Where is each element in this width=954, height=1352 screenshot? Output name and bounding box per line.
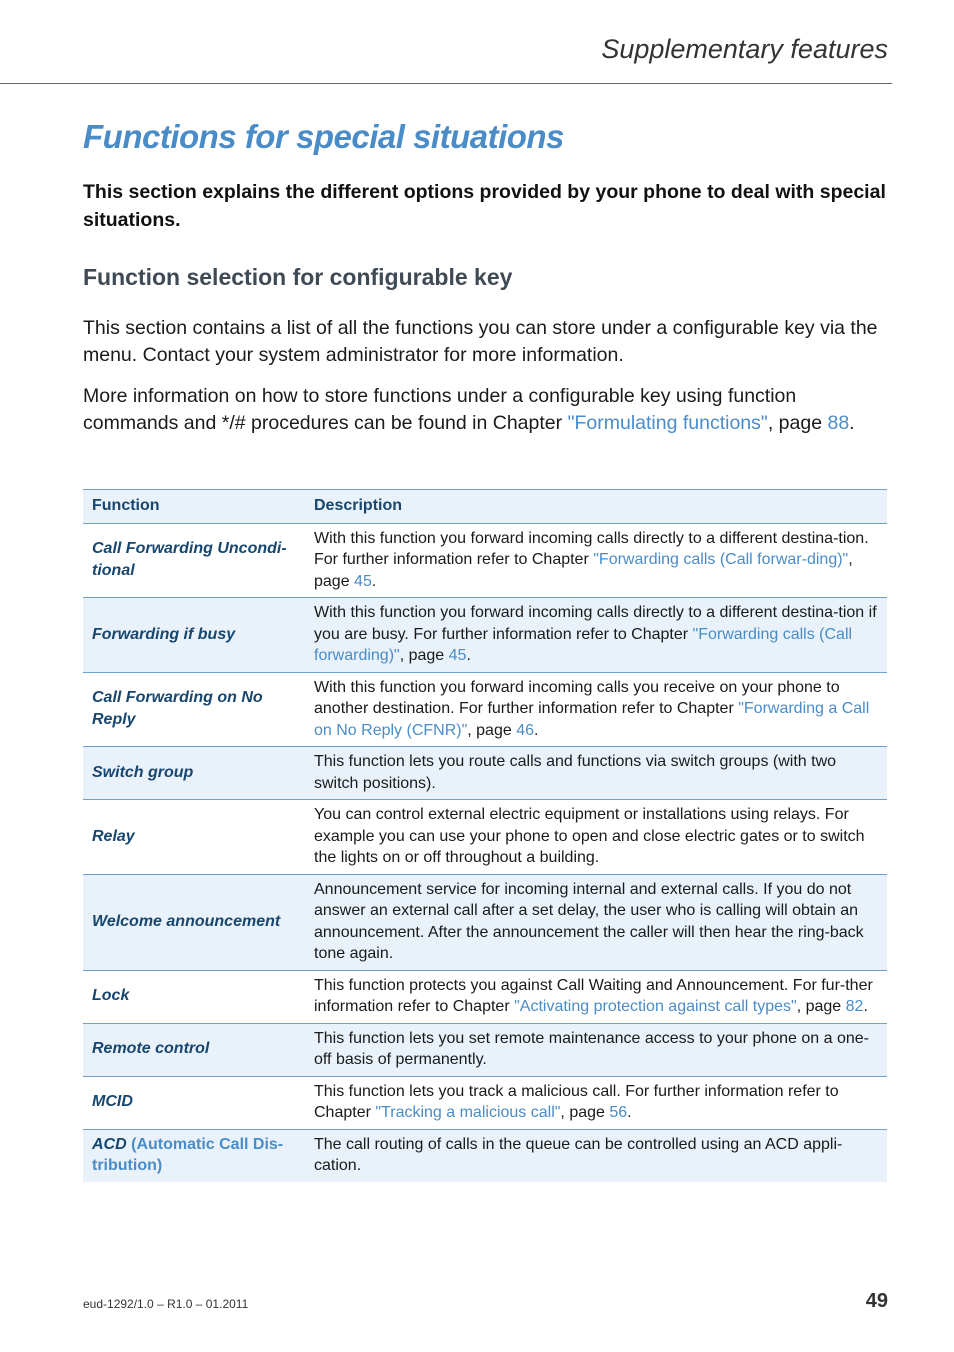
function-description [305,672,887,747]
description-text: . [534,721,539,739]
function-table [83,489,887,1182]
function-description: This function lets you route calls and functions via switch groups (with two switch positions). [305,747,887,800]
chapter-link[interactable]: "Forwarding a Call on No Reply (CFNR)" [314,700,870,739]
description-column-header: Description [305,490,887,524]
function-column-header: Function [83,490,305,524]
page-number: 49 [865,1290,888,1312]
page-link[interactable]: 46 [516,721,534,739]
description-text: , page [314,551,853,590]
function-description [305,523,887,598]
intro-text: This section explains the different options provided by your phone to deal with special situations. [83,181,886,231]
function-name: Forwarding if busy [83,598,305,673]
page-link[interactable]: 88 [827,412,850,434]
function-abbreviation: ACD [92,1135,127,1153]
description-text: This function protects you against Call Waiting and Announcement. For fur-ther information refer to Chapter [314,976,873,1015]
description-text: . [863,998,868,1015]
section-heading: Function selection for configurable key [83,264,513,290]
paragraph-text: More information on how to store functions under a configurable key using function commands and */# procedures can be found in Chapter [83,385,797,434]
table-row [83,598,887,673]
table-row [83,874,887,970]
section-paragraph-2 [83,383,893,437]
function-description: You can control external electric equipment or installations using relays. For example you can use your phone to open and close electric gates or to switch the lights on or off throughout a building. [305,800,887,875]
function-description [305,970,887,1023]
function-name: Relay [83,800,305,875]
page-link[interactable]: 56 [609,1104,628,1121]
function-name: Call Forwarding on No Reply [83,672,305,747]
paragraph-text: . [849,412,855,434]
function-name: Call Forwarding Uncondi-tional [83,523,305,598]
description-text: , page [796,998,846,1015]
page-title: Functions for special situations [83,118,564,155]
description-text: , page [399,647,449,664]
header-divider [0,83,892,84]
table-row [83,970,887,1023]
function-description [305,598,887,673]
description-text: . [466,647,471,664]
description-text: With this function you forward incoming calls you receive on your phone to another destination. For further information refer to Chapter [314,678,840,717]
description-text: This function lets you track a malicious call. For further information refer to Chapter [314,1082,839,1121]
function-name: Remote control [83,1023,305,1076]
function-name: Lock [83,970,305,1023]
page-link[interactable]: 82 [845,998,864,1015]
table-row [83,1023,887,1076]
table-row [83,800,887,875]
description-text: . [627,1104,632,1121]
table-row [83,523,887,598]
chapter-link[interactable]: "Formulating functions" [567,412,768,434]
chapter-link[interactable]: "Forwarding calls (Call forwarding)" [314,625,853,664]
table-row [83,1076,887,1129]
function-description: Announcement service for incoming internal and external calls. If you do not answer an external call after a set delay, the user who is calling will obtain an announcement. After the announcement the caller will then hear the ring-back tone again. [305,874,887,970]
function-name: Switch group [83,747,305,800]
function-description: This function lets you set remote maintenance access to your phone on a one-off basis of permanently. [305,1023,887,1076]
function-name [83,1129,305,1182]
function-description: The call routing of calls in the queue can be controlled using an ACD appli-cation. [305,1129,887,1182]
function-description [305,1076,887,1129]
header-section-title: Supplementary features [601,34,888,64]
description-text: With this function you forward incoming calls directly to a different destina-tion. For further information refer to Chapter [314,529,869,568]
page-link[interactable]: 45 [354,572,372,590]
function-name: Welcome announcement [83,874,305,970]
description-text: , page [560,1104,610,1121]
chapter-link[interactable]: "Tracking a malicious call" [375,1104,561,1121]
table-row [83,747,887,800]
paragraph-text: , page [767,412,828,434]
function-name: MCID [83,1076,305,1129]
page-link[interactable]: 45 [448,647,467,664]
function-expansion-link[interactable]: (Automatic Call Dis-tribution) [92,1135,284,1174]
description-text: , page [467,721,517,739]
description-text: . [371,572,377,590]
description-text: With this function you forward incoming calls directly to a different destina-tion if you are busy. For further information refer to Chapter [314,604,877,643]
section-paragraph-1: This section contains a list of all the functions you can store under a configurable key via the menu. Contact your system administrator for more information. [83,317,878,366]
table-row [83,1129,887,1182]
table-header-row [83,490,887,524]
table-row [83,672,887,747]
document-id: eud-1292/1.0 – R1.0 – 01.2011 [83,1297,249,1311]
chapter-link[interactable]: "Forwarding calls (Call forwar-ding)" [593,551,849,568]
chapter-link[interactable]: "Activating protection against call types" [514,998,797,1015]
